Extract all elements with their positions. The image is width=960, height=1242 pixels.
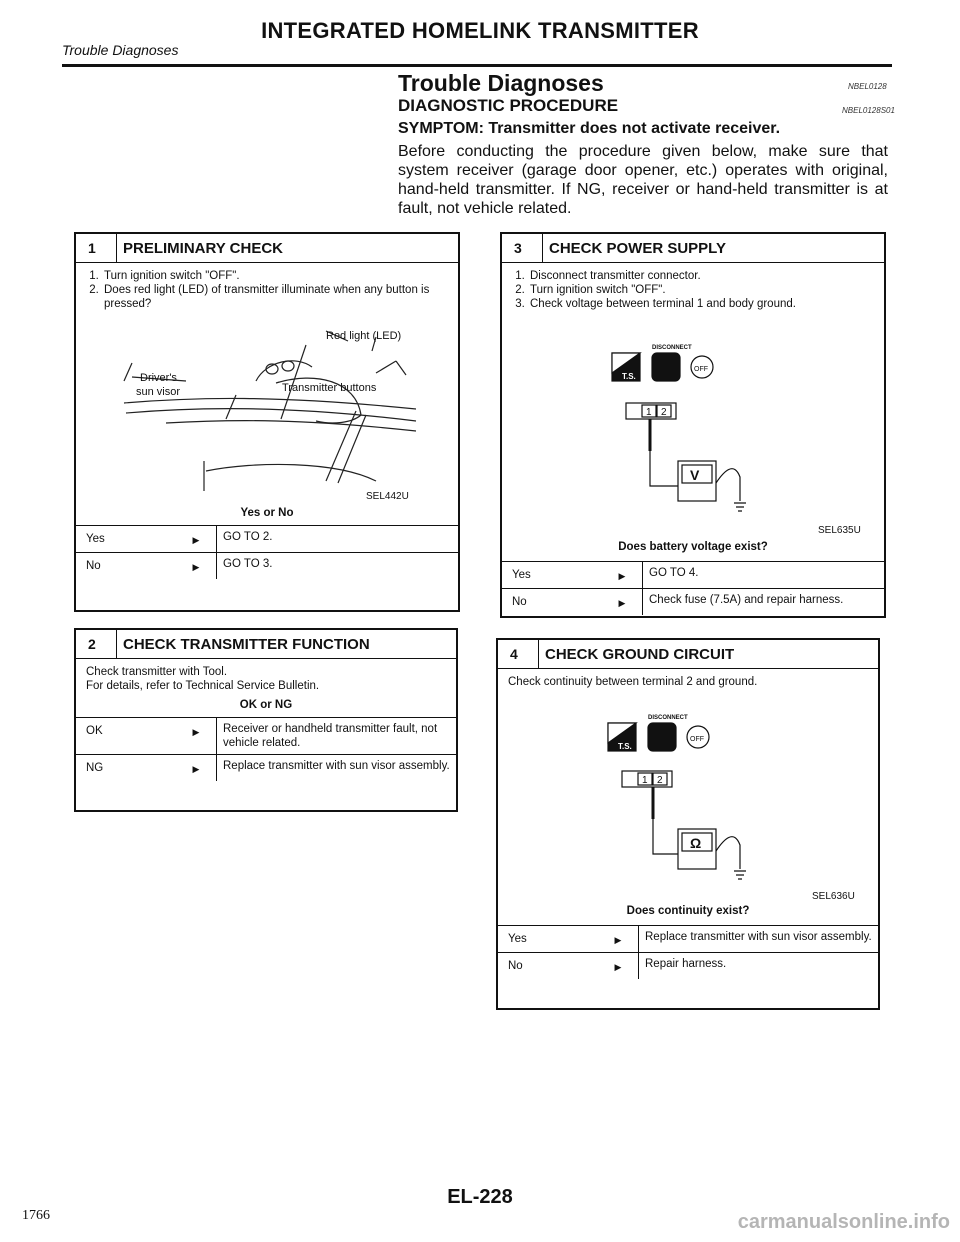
main-title: Trouble Diagnoses — [398, 70, 604, 96]
answer-result: Repair harness. — [638, 953, 878, 979]
step-title: CHECK GROUND CIRCUIT — [538, 640, 878, 668]
step-title: CHECK POWER SUPPLY — [542, 234, 884, 262]
meter-label: Ω — [690, 835, 702, 851]
title-code: NBEL0128 — [848, 82, 887, 91]
drivers-label: Driver's — [140, 372, 177, 384]
meter-label: V — [690, 467, 700, 483]
answer-result: GO TO 3. — [216, 553, 458, 579]
answer-row-yes — [498, 925, 878, 952]
pin-2-label: 2 — [661, 407, 667, 418]
arrow-right-icon: ▶ — [618, 598, 626, 608]
arrow-right-icon: ▶ — [192, 764, 200, 774]
answer-row-yes — [502, 561, 884, 588]
instruction-item: 2. Turn ignition switch "OFF". — [528, 283, 876, 297]
answer-label: No — [512, 596, 527, 608]
arrow-right-icon: ▶ — [192, 727, 200, 737]
step-number: 3 — [514, 240, 522, 256]
answer-row-yes — [76, 525, 458, 552]
answer-label: OK — [86, 725, 103, 737]
sun-visor-label: sun visor — [136, 386, 181, 398]
answer-label: No — [508, 960, 523, 972]
procedure-heading: DIAGNOSTIC PROCEDURE — [398, 96, 619, 115]
figure-code: SEL442U — [366, 491, 409, 502]
step-2-check-transmitter-function — [74, 628, 458, 812]
instruction-line: Check transmitter with Tool. — [86, 666, 228, 678]
answer-row-ng — [76, 754, 456, 781]
answer-result: Receiver or handheld transmitter fault, not vehicle related. — [216, 718, 456, 754]
answer-label: Yes — [86, 533, 105, 545]
arrow-right-icon: ▶ — [614, 962, 622, 972]
answer-result: Replace transmitter with sun visor assembly. — [638, 926, 878, 952]
step-1-preliminary-check — [74, 232, 460, 612]
sun-visor-illustration — [76, 311, 454, 503]
answer-row-ok — [76, 717, 456, 754]
symptom-heading: SYMPTOM: Transmitter does not activate receiver. — [398, 120, 781, 137]
transmitter-buttons-label: Transmitter buttons — [282, 382, 377, 394]
arrow-right-icon: ▶ — [192, 535, 200, 545]
step-question: OK or NG — [239, 699, 293, 711]
off-label: OFF — [690, 736, 704, 743]
answer-row-no — [502, 588, 884, 615]
section-label: Trouble Diagnoses — [62, 42, 179, 58]
page-number: 1766 — [22, 1208, 50, 1223]
answer-row-no — [498, 952, 878, 979]
answer-result: GO TO 2. — [216, 526, 458, 552]
sun-visor-figure — [76, 311, 458, 503]
instruction-item: 1. Turn ignition switch "OFF". — [102, 269, 450, 283]
step-title: CHECK TRANSMITTER FUNCTION — [116, 630, 456, 658]
step-question: Does battery voltage exist? — [618, 541, 768, 553]
red-light-label: Red light (LED) — [326, 330, 402, 342]
figure-code: SEL636U — [812, 891, 855, 902]
page-header-title: INTEGRATED HOMELINK TRANSMITTER — [261, 18, 699, 43]
answer-label: Yes — [512, 569, 531, 581]
step-4-check-ground-circuit — [496, 638, 880, 1010]
ts-label: T.S. — [618, 742, 632, 751]
disconnect-label: DISCONNECT — [652, 345, 692, 351]
continuity-check-illustration — [498, 689, 874, 905]
answer-result: GO TO 4. — [642, 562, 884, 588]
step-question: Does continuity exist? — [626, 905, 750, 917]
answer-result: Check fuse (7.5A) and repair harness. — [642, 589, 884, 615]
figure-code: SEL635U — [818, 525, 861, 536]
answer-label: NG — [86, 762, 104, 774]
step-title: PRELIMINARY CHECK — [116, 234, 458, 262]
instruction-line: For details, refer to Technical Service Bulletin. — [86, 680, 320, 692]
step-instructions — [76, 263, 458, 311]
intro-paragraph: Before conducting the procedure given below, make sure that system receiver (garage door opener, etc.) operates with original, hand-held transmitter. If NG, receiver or hand-held transmitter is at fault, not vehicle related. — [398, 143, 888, 217]
step-instructions — [76, 659, 456, 693]
answer-label: No — [86, 560, 101, 572]
instruction-item: 3. Check voltage between terminal 1 and body ground. — [528, 297, 876, 311]
voltage-check-illustration — [502, 311, 880, 541]
answer-result: Replace transmitter with sun visor assembly. — [216, 755, 456, 781]
pin-1-label: 1 — [646, 407, 652, 418]
pin-1-label: 1 — [642, 775, 648, 786]
instruction-line: Check continuity between terminal 2 and ground. — [508, 676, 758, 688]
step-number: 1 — [88, 240, 96, 256]
step-instructions — [502, 263, 884, 311]
instruction-item: 2. Does red light (LED) of transmitter illuminate when any button is pressed? — [102, 283, 450, 311]
arrow-right-icon: ▶ — [618, 571, 626, 581]
watermark: carmanualsonline.info — [737, 1211, 950, 1233]
step-3-check-power-supply — [500, 232, 886, 618]
continuity-check-figure — [498, 689, 878, 905]
arrow-right-icon: ▶ — [614, 935, 622, 945]
step-number: 2 — [88, 636, 96, 652]
off-label: OFF — [694, 366, 708, 373]
page-code: EL-228 — [447, 1186, 513, 1208]
pin-2-label: 2 — [657, 775, 663, 786]
answer-row-no — [76, 552, 458, 579]
disconnect-label: DISCONNECT — [648, 715, 688, 721]
ts-label: T.S. — [622, 372, 636, 381]
procedure-code: NBEL0128S01 — [842, 106, 895, 115]
step-question: Yes or No — [240, 507, 294, 519]
step-number: 4 — [510, 646, 518, 662]
step-instructions — [498, 669, 878, 689]
instruction-item: 1. Disconnect transmitter connector. — [528, 269, 876, 283]
header-divider — [62, 64, 892, 67]
answer-label: Yes — [508, 933, 527, 945]
voltage-check-figure — [502, 311, 884, 541]
arrow-right-icon: ▶ — [192, 562, 200, 572]
